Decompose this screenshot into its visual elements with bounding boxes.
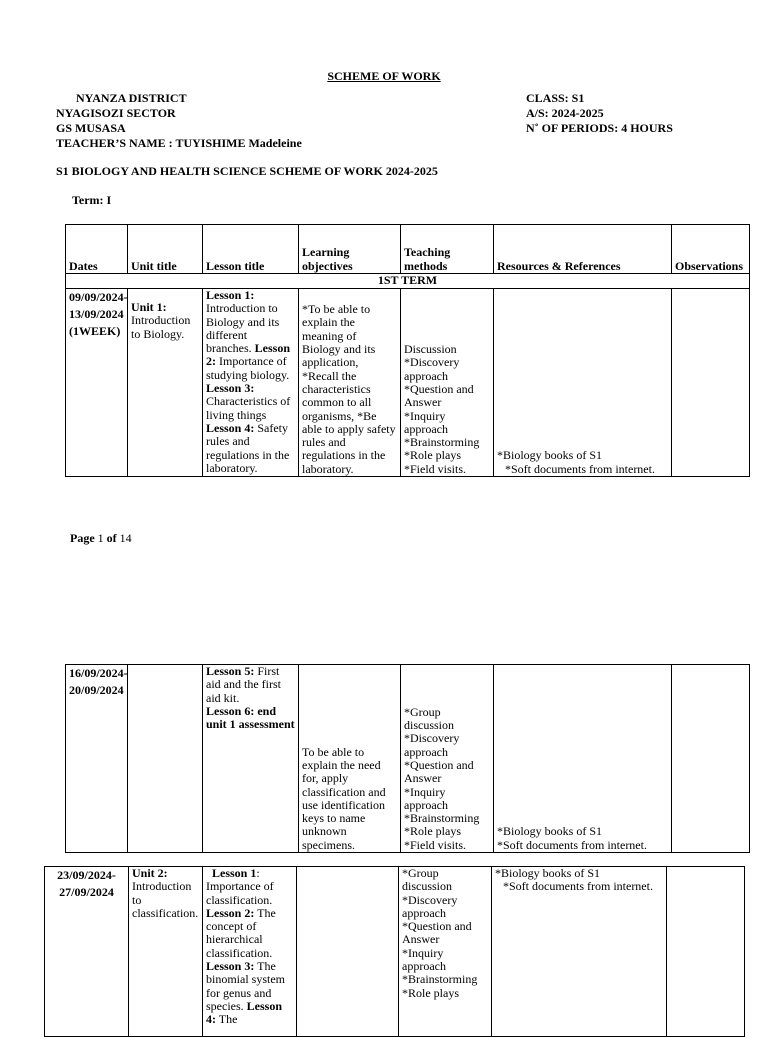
scheme-table-2 [65,664,750,853]
observations-cell [667,867,745,1037]
method-item: *Question and Answer [404,381,474,410]
school-line: GS MUSASA [56,121,126,135]
dates-cell [66,665,128,853]
scheme-table-3 [44,866,745,1037]
lesson-label: Lesson 3: [206,381,255,396]
header-dates: Dates [66,225,128,274]
dates-cell [66,289,128,477]
method-item: *Inquiry approach [404,784,448,812]
subject-title: S1 BIOLOGY AND HEALTH SCIENCE SCHEME OF WORK 2024-2025 [56,164,438,178]
lesson-text: The [218,1012,238,1027]
of-word: of [106,531,117,545]
lesson-text: Characteristics of living things [206,394,291,422]
method-item: *Role plays [404,824,461,839]
observations-cell [672,289,750,477]
lesson-text: Introduction to Biology and its different branches. [206,301,280,356]
method-item: *Brainstorming [402,972,478,987]
resource-item: *Soft documents from internet. [497,837,647,852]
method-item: *Discovery approach [402,892,458,920]
unit-text: Introduction to classification. [132,879,199,920]
class-line: CLASS: S1 [526,91,585,105]
method-item: *Role plays [404,448,461,463]
unit-cell [129,867,203,1037]
resource-item: *Soft documents from internet. [503,879,653,894]
method-item: *Field visits. [404,837,467,852]
resource-item: *Biology books of S1 [495,866,601,880]
method-item: *Role plays [402,985,459,1000]
term-row-label: 1ST TERM [66,274,750,289]
objectives-cell: *To be able to explain the meaning of Biology and its application, *Recall the characteristics common to all organisms, *Be able to apply safety rules and regulations in the laboratory. [299,289,401,477]
resources-cell [494,665,672,853]
resource-item: *Biology books of S1 [497,448,603,463]
unit-cell [128,665,203,853]
header-observations: Observations [672,225,750,274]
lesson-label: Lesson 3: [206,959,255,974]
resource-item: *Biology books of S1 [497,824,603,839]
header-teaching-methods: Teaching methods [401,225,494,274]
resources-cell [494,289,672,477]
method-item: *Discovery approach [404,731,460,759]
lesson-label: Lesson 1 [212,866,257,880]
header-unit-title: Unit title [128,225,203,274]
date-start: 16/09/2024- [69,666,128,680]
methods-cell [401,289,494,477]
sector-line: NYAGISOZI SECTOR [56,106,176,120]
method-item: *Question and Answer [402,919,472,947]
date-end: 20/09/2024 [69,683,124,697]
lesson-text: First aid and the first aid kit. [206,664,281,705]
lesson-label: Lesson 2: [206,341,290,369]
lesson-text: Importance of studying biology. [206,354,290,382]
table-row [45,867,745,1037]
unit-cell [128,289,203,477]
dates-cell [45,867,129,1037]
method-item: Discussion [404,342,457,357]
lesson-label: Lesson 4: [206,420,255,435]
table-header-row [66,225,750,274]
header-lesson-title: Lesson title [203,225,299,274]
date-start: 23/09/2024- [57,868,116,882]
date-end: 27/09/2024 [59,885,114,899]
date-start: 09/09/2024- [69,290,128,304]
lesson-label: Lesson 4: [206,998,282,1027]
method-item: *Field visits. [404,461,467,476]
page-number: 1 [97,531,104,545]
objectives-cell [297,867,399,1037]
lesson-label: Lesson 5: [206,664,255,678]
lesson-label: Lesson 1: [206,288,255,302]
academic-year-line: A/S: 2024-2025 [526,106,604,120]
date-end: 13/09/2024 [69,307,124,321]
method-item: *Brainstorming [404,811,480,826]
document-title: SCHEME OF WORK [327,69,441,83]
scheme-table-1 [65,224,750,477]
lesson-cell [203,665,299,853]
page-total: 14 [119,531,132,545]
date-duration: (1WEEK) [69,324,121,338]
method-item: *Brainstorming [404,435,480,450]
district-line: NYANZA DISTRICT [76,91,187,105]
method-item: *Group discussion [404,704,455,733]
objectives-cell: To be able to explain the need for, apply classification and use identification keys to name unknown specimens. [299,665,401,853]
unit-text: Introduction to Biology. [131,313,191,341]
lesson-label: Lesson 6: end unit 1 assessment [206,703,295,732]
lesson-text: Safety rules and regulations in the laboratory. [206,420,290,475]
term-row [66,274,750,289]
lesson-text: The concept of hierarchical classification. [206,905,276,960]
method-item: *Inquiry approach [404,408,448,436]
lesson-label: Lesson 2: [206,905,255,920]
lesson-text: The binomial system for genus and species. [206,959,285,1013]
method-item: *Question and Answer [404,757,474,786]
page-word: Page [70,531,95,545]
method-item: *Inquiry approach [402,945,446,974]
observations-cell [672,665,750,853]
header-resources: Resources & References [494,225,672,274]
periods-line: N˚ OF PERIODS: 4 HOURS [526,121,673,135]
unit-label: Unit 2: [132,866,168,880]
table-row [66,665,750,853]
lesson-cell [203,867,297,1037]
method-item: *Group discussion [402,866,453,894]
methods-cell [399,867,492,1037]
page-footer [70,531,132,546]
method-item: *Discovery approach [404,355,460,383]
table-row [66,289,750,477]
unit-label: Unit 1: [131,300,167,314]
teacher-line: TEACHER’S NAME : TUYISHIME Madeleine [56,136,302,150]
header-learning-objectives: Learning objectives [299,225,401,274]
resources-cell [492,867,667,1037]
lesson-text: : Importance of classification. [206,866,274,907]
lesson-cell [203,289,299,477]
resource-item: *Soft documents from internet. [505,461,655,476]
methods-cell [401,665,494,853]
term-label: Term: I [72,193,112,207]
